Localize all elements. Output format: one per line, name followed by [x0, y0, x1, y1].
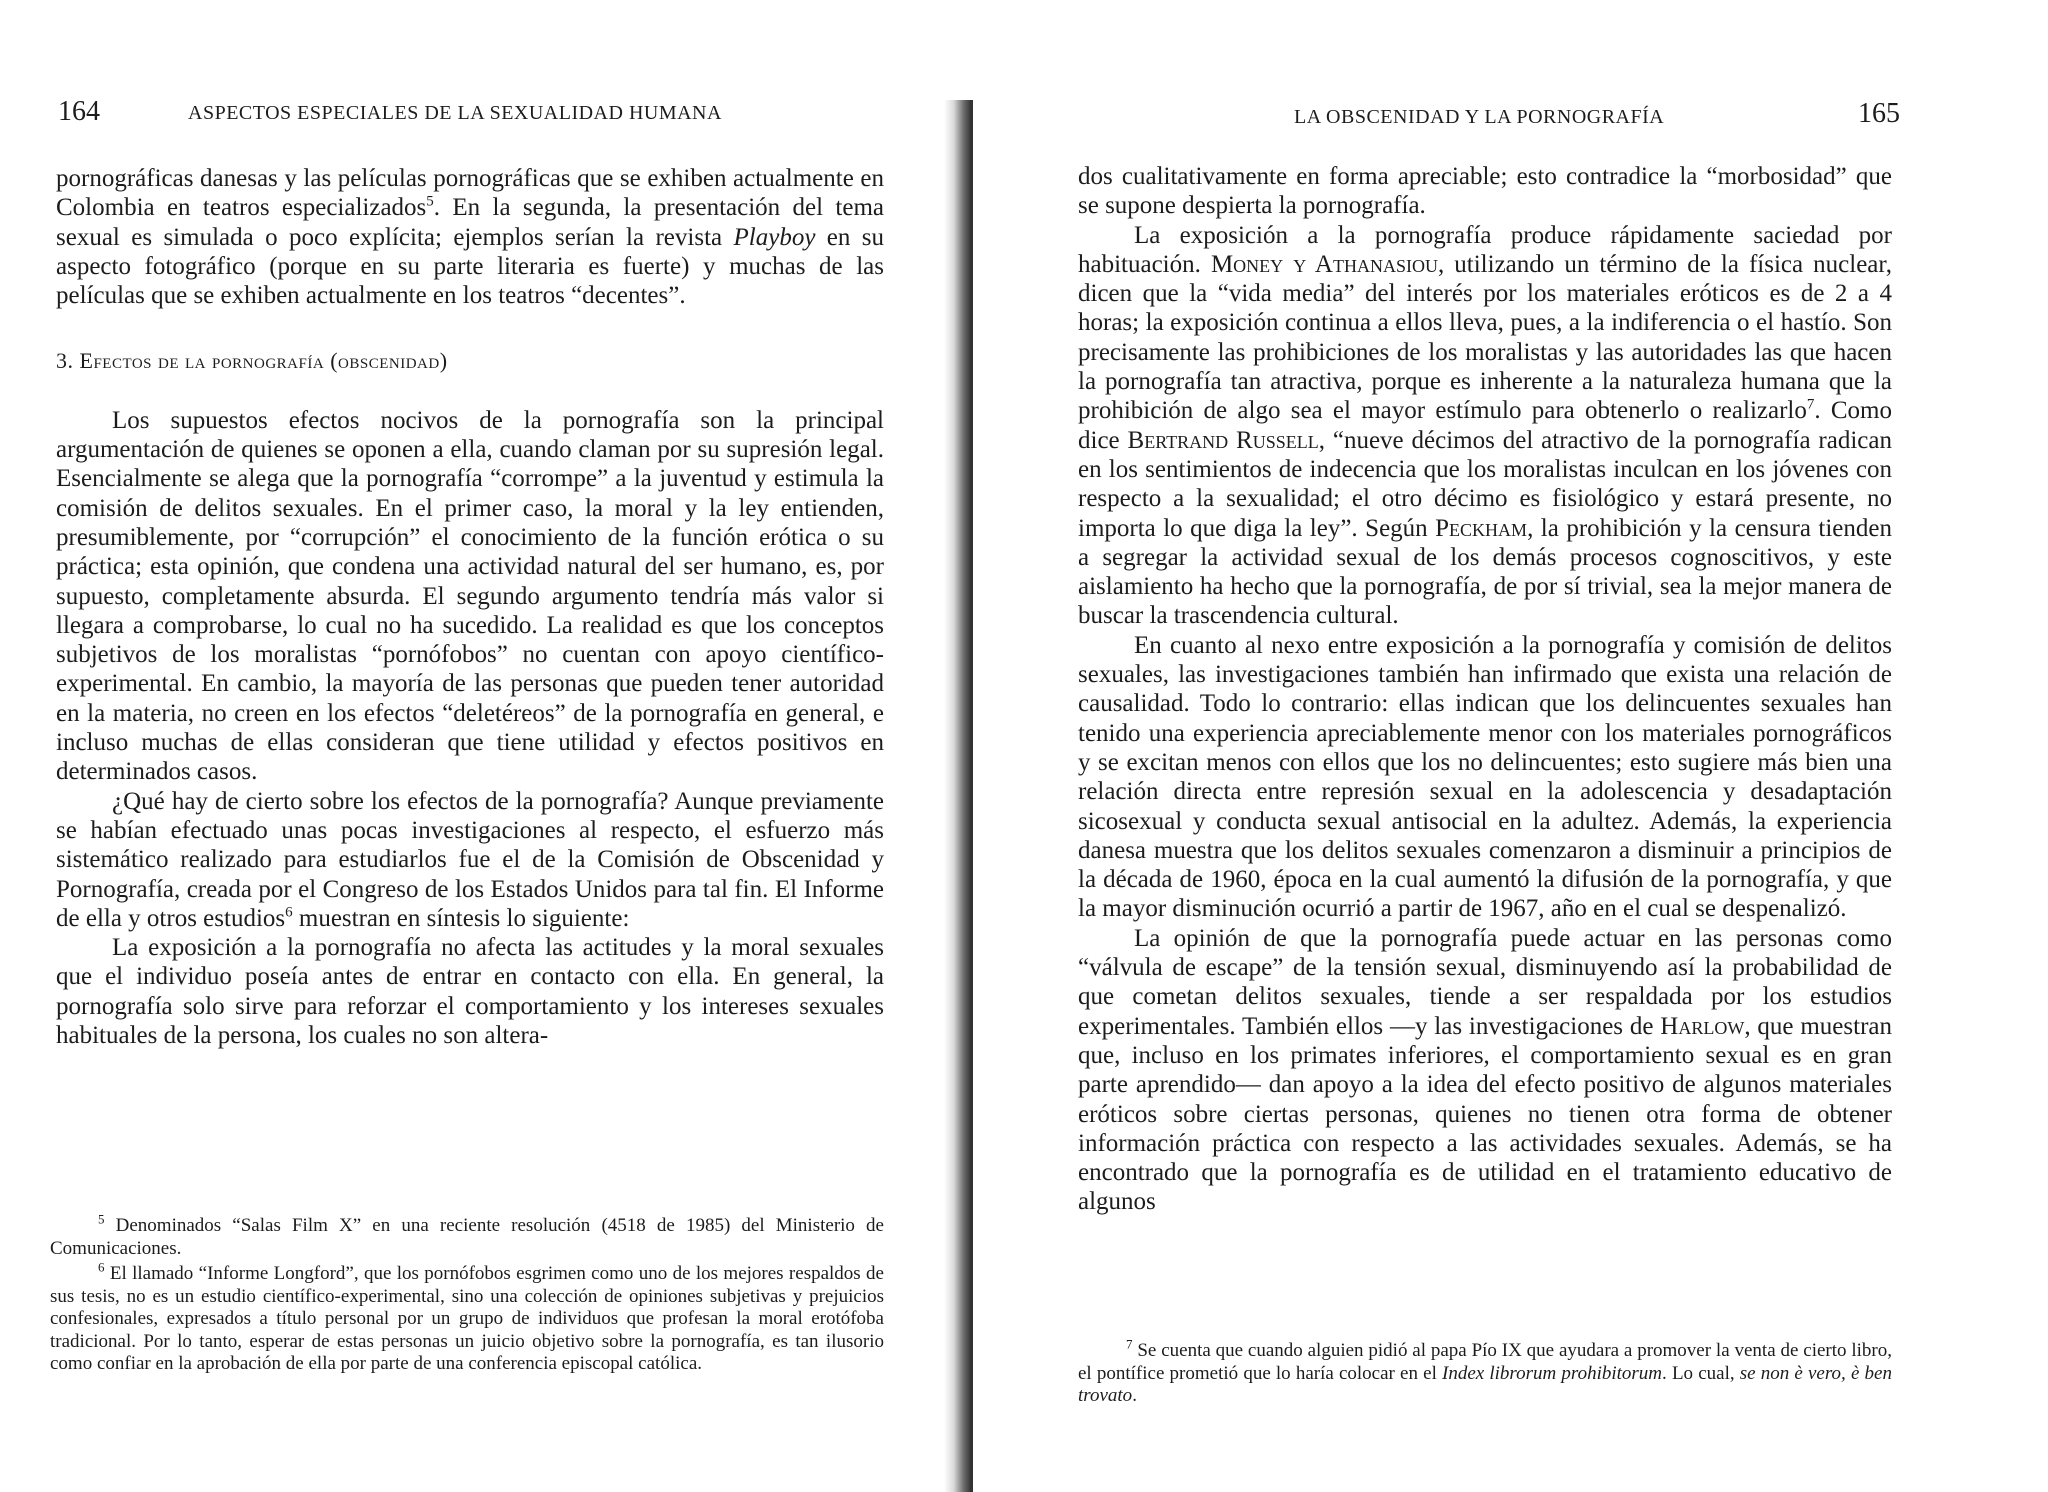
- left-page: [0, 0, 960, 1492]
- paragraph: La exposición a la pornografía no afecta las actitudes y la moral sexuales que el individuo poseía antes de entrar en contacto con ella. En general, la pornografía solo sirve para reforzar el comportamiento y los intereses sexuales habituales de la persona, los cuales no son altera-: [56, 934, 884, 1050]
- paragraph: Los supuestos efectos nocivos de la pornografía son la principal argumentación de quienes se oponen a ella, cuando claman por su supresión legal. Esencialmente se alega que la pornografía “corrompe” a la juventud y estimula la comisión de delitos sexuales. En el primer caso, la moral y la ley entienden, presumiblemente, por “corrupción” el conocimiento de la función erótica o su práctica; esta opinión, que condena una actividad natural del ser humano, es, por supuesto, completamente absurda. El segundo argumento tendría más valor si llegara a comprobarse, lo cual no ha sucedido. La realidad es que los conceptos subjetivos de los moralistas “pornófobos” no cuentan con apoyo científico-experimental. En cambio, la mayoría de las personas que pueden tener autoridad en la materia, no creen en los efectos “deletéreos” de la pornografía en general, e incluso muchas de ellas consideran que tiene utilidad y efectos positivos en determinados casos.: [56, 406, 884, 786]
- footnote: $^6$ El llamado “Informe Longford”, que los pornófobos esgrimen como uno de los mejores respaldos de sus tesis, no es un estudio científico-experimental, sino una colección de opiniones subjetivas y prejuicios confesionales, expresados a título personal por un grupo de individuos que profesan la moral erotófoba tradicional. Por lo tanto, esperar de estas personas un juicio objetivo sobre la pornografía, es tan ilusorio como confiar en la aprobación de ella por parte de una conferencia episcopal católica.: [50, 1259, 884, 1374]
- footnotes: [1078, 1336, 1892, 1411]
- paragraph: dos cualitativamente en forma apreciable; esto contradice la “morbosidad” que se supone despierta la pornografía.: [1078, 163, 1892, 220]
- paragraph: pornográficas danesas y las películas pornográficas que se exhiben actualmente en Colombia en teatros especializados$^5$. En la segunda, la presentación del tema sexual es simulada o poco explícita; ejemplos serían la revista Playboy en su aspecto fotográfico (porque en su parte literaria es fuerte) y muchas de las películas que se exhiben actualmente en los teatros “decentes”.: [56, 165, 885, 310]
- running-head: LA OBSCENIDAD Y LA PORNOGRAFÍA: [1294, 106, 1665, 128]
- running-head: ASPECTOS ESPECIALES DE LA SEXUALIDAD HUMANA: [188, 102, 722, 124]
- page-number: 164: [58, 96, 100, 127]
- section-title: Efectos de la pornografía (obscenidad): [79, 348, 448, 374]
- left-body-text: [56, 164, 884, 1050]
- footnote: $^7$ Se cuenta que cuando alguien pidió al papa Pío IX que ayudara a promover la venta de cierto libro, el pontífice prometió que lo haría colocar en el Index librorum prohibitorum. Lo cual, se non è vero, è ben trovato.: [1078, 1336, 1892, 1406]
- right-body-text: [1078, 162, 1892, 1217]
- footnote-ref: 6: [285, 904, 293, 921]
- footnote-ref: 7: [1806, 397, 1815, 414]
- page-number: 165: [1858, 98, 1900, 129]
- paragraph: ¿Qué hay de cierto sobre los efectos de la pornografía? Aunque previamente se habían efectuado unas pocas investigaciones al respecto, el esfuerzo más sistemático realizado para estudiarlos fue el de la Comisión de Obscenidad y Pornografía, creada por el Congreso de los Estados Unidos para tal fin. El Informe de ella y otros estudios$^6$ muestran en síntesis lo siguiente:: [56, 787, 884, 932]
- section-number: 3.: [56, 348, 74, 374]
- right-page: [960, 0, 2048, 1492]
- section-heading: [56, 346, 884, 375]
- footnote-ref: 5: [426, 193, 434, 210]
- paragraph: La exposición a la pornografía produce rápidamente saciedad por habituación. Money y Athanasiou, utilizando un término de la física nuclear, dicen que la “vida media” del interés por los materiales eróticos es de 2 a 4 horas; la exposición continua a ellos lleva, pues, a la indiferencia o el hastío. Son precisamente las prohibiciones de los moralistas y las autoridades las que hacen la pornografía tan atractiva, porque es inherente a la naturaleza humana que la prohibición de algo sea el mayor estímulo para obtenerlo o realizarlo$^7$. Como dice Bertrand Russell, “nueve décimos del atractivo de la pornografía radican en los sentimientos de indecencia que los moralistas inculcan en los jóvenes con respecto a la sexualidad; el otro décimo es fisiológico y estará presente, no importa lo que diga la ley”. Según Peckham, la prohibición y la censura tienden a segregar la actividad sexual de los demás procesos cognoscitivos, y este aislamiento ha hecho que la pornografía, de por sí trivial, sea la mejor manera de buscar la trascendencia cultural.: [1078, 221, 1893, 630]
- paragraph: En cuanto al nexo entre exposición a la pornografía y comisión de delitos sexuales, las investigaciones también han infirmado que exista una relación de causalidad. Todo lo contrario: ellas indican que los delincuentes sexuales han tenido una experiencia apreciablemente menor con los materiales pornográficos y se excitan menos con ellos que los no delincuentes; esto sugiere más bien una relación directa entre represión sexual en la adolescencia y desadaptación sicosexual y conducta sexual antisocial en la adultez. Además, la experiencia danesa muestra que los delitos sexuales comenzaron a disminuir a principios de la década de 1960, época en la cual aumentó la difusión de la pornografía, y que la mayor disminución ocurrió a partir de 1967, año en el cual se despenalizó.: [1078, 631, 1892, 923]
- footnotes: [50, 1211, 884, 1379]
- paragraph: La opinión de que la pornografía puede actuar en las personas como “válvula de escape” de la tensión sexual, disminuyendo así la probabilidad de que cometan delitos sexuales, tiende a ser respaldada por los estudios experimentales. También ellos —y las investigaciones de Harlow, que muestran que, incluso en los primates inferiores, el comportamiento sexual es en gran parte aprendido— dan apoyo a la idea del efecto positivo de algunos materiales eróticos sobre ciertas personas, quienes no tienen otra forma de obtener información práctica con respecto a las actividades sexuales. Además, se ha encontrado que la pornografía es de utilidad en el tratamiento educativo de algunos: [1078, 924, 1893, 1216]
- footnote: $^5$ Denominados “Salas Film X” en una reciente resolución (4518 de 1985) del Ministerio de Comunicaciones.: [50, 1211, 884, 1259]
